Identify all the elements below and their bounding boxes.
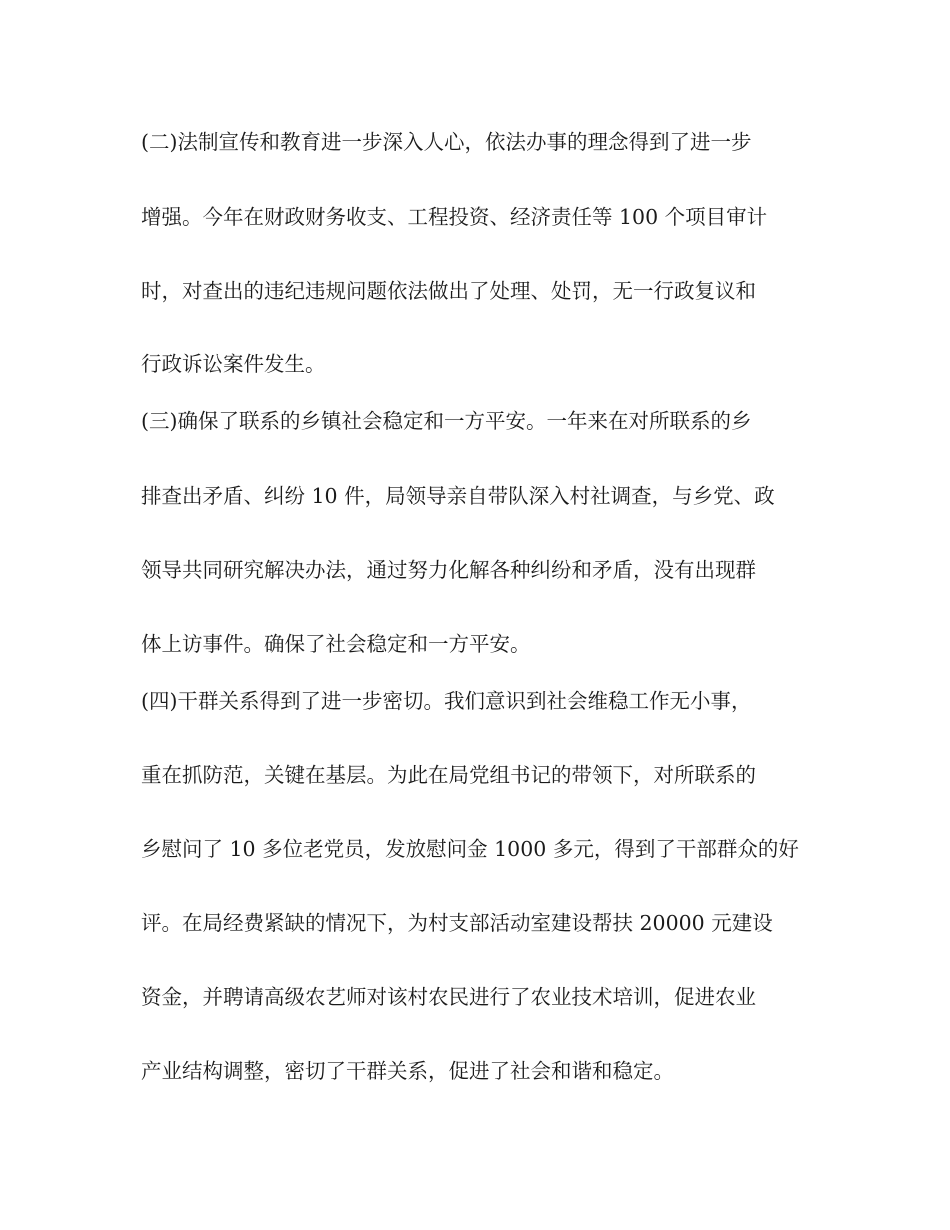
text-line: 行政诉讼案件发生。: [141, 352, 326, 376]
text-line: 资金，并聘请高级农艺师对该村农民进行了农业技术培训，促进农业: [141, 985, 756, 1009]
text-line: (四)干群关系得到了进一步密切。我们意识到社会维稳工作无小事，: [141, 689, 752, 713]
text-line: (三)确保了联系的乡镇社会稳定和一方平安。一年来在对所联系的乡: [141, 409, 752, 433]
text-line: 乡慰问了 10 多位老党员，发放慰问金 1000 多元，得到了干部群众的好: [141, 837, 799, 861]
text-line: 评。在局经费紧缺的情况下，为村支部活动室建设帮扶 20000 元建设: [141, 911, 773, 935]
text-line: 产业结构调整，密切了干群关系，促进了社会和谐和稳定。: [141, 1059, 674, 1083]
text-line: 重在抓防范，关键在基层。为此在局党组书记的带领下，对所联系的: [141, 763, 756, 787]
text-line: (二)法制宣传和教育进一步深入人心，依法办事的理念得到了进一步: [141, 130, 752, 154]
text-line: 领导共同研究解决办法，通过努力化解各种纠纷和矛盾，没有出现群: [141, 558, 756, 582]
text-line: 体上访事件。确保了社会稳定和一方平安。: [141, 632, 531, 656]
text-line: 时，对查出的违纪违规问题依法做出了处理、处罚，无一行政复议和: [141, 279, 756, 303]
text-line: 增强。今年在财政财务收支、工程投资、经济责任等 100 个项目审计: [141, 205, 768, 229]
text-line: 排查出矛盾、纠纷 10 件，局领导亲自带队深入村社调查，与乡党、政: [141, 484, 775, 508]
